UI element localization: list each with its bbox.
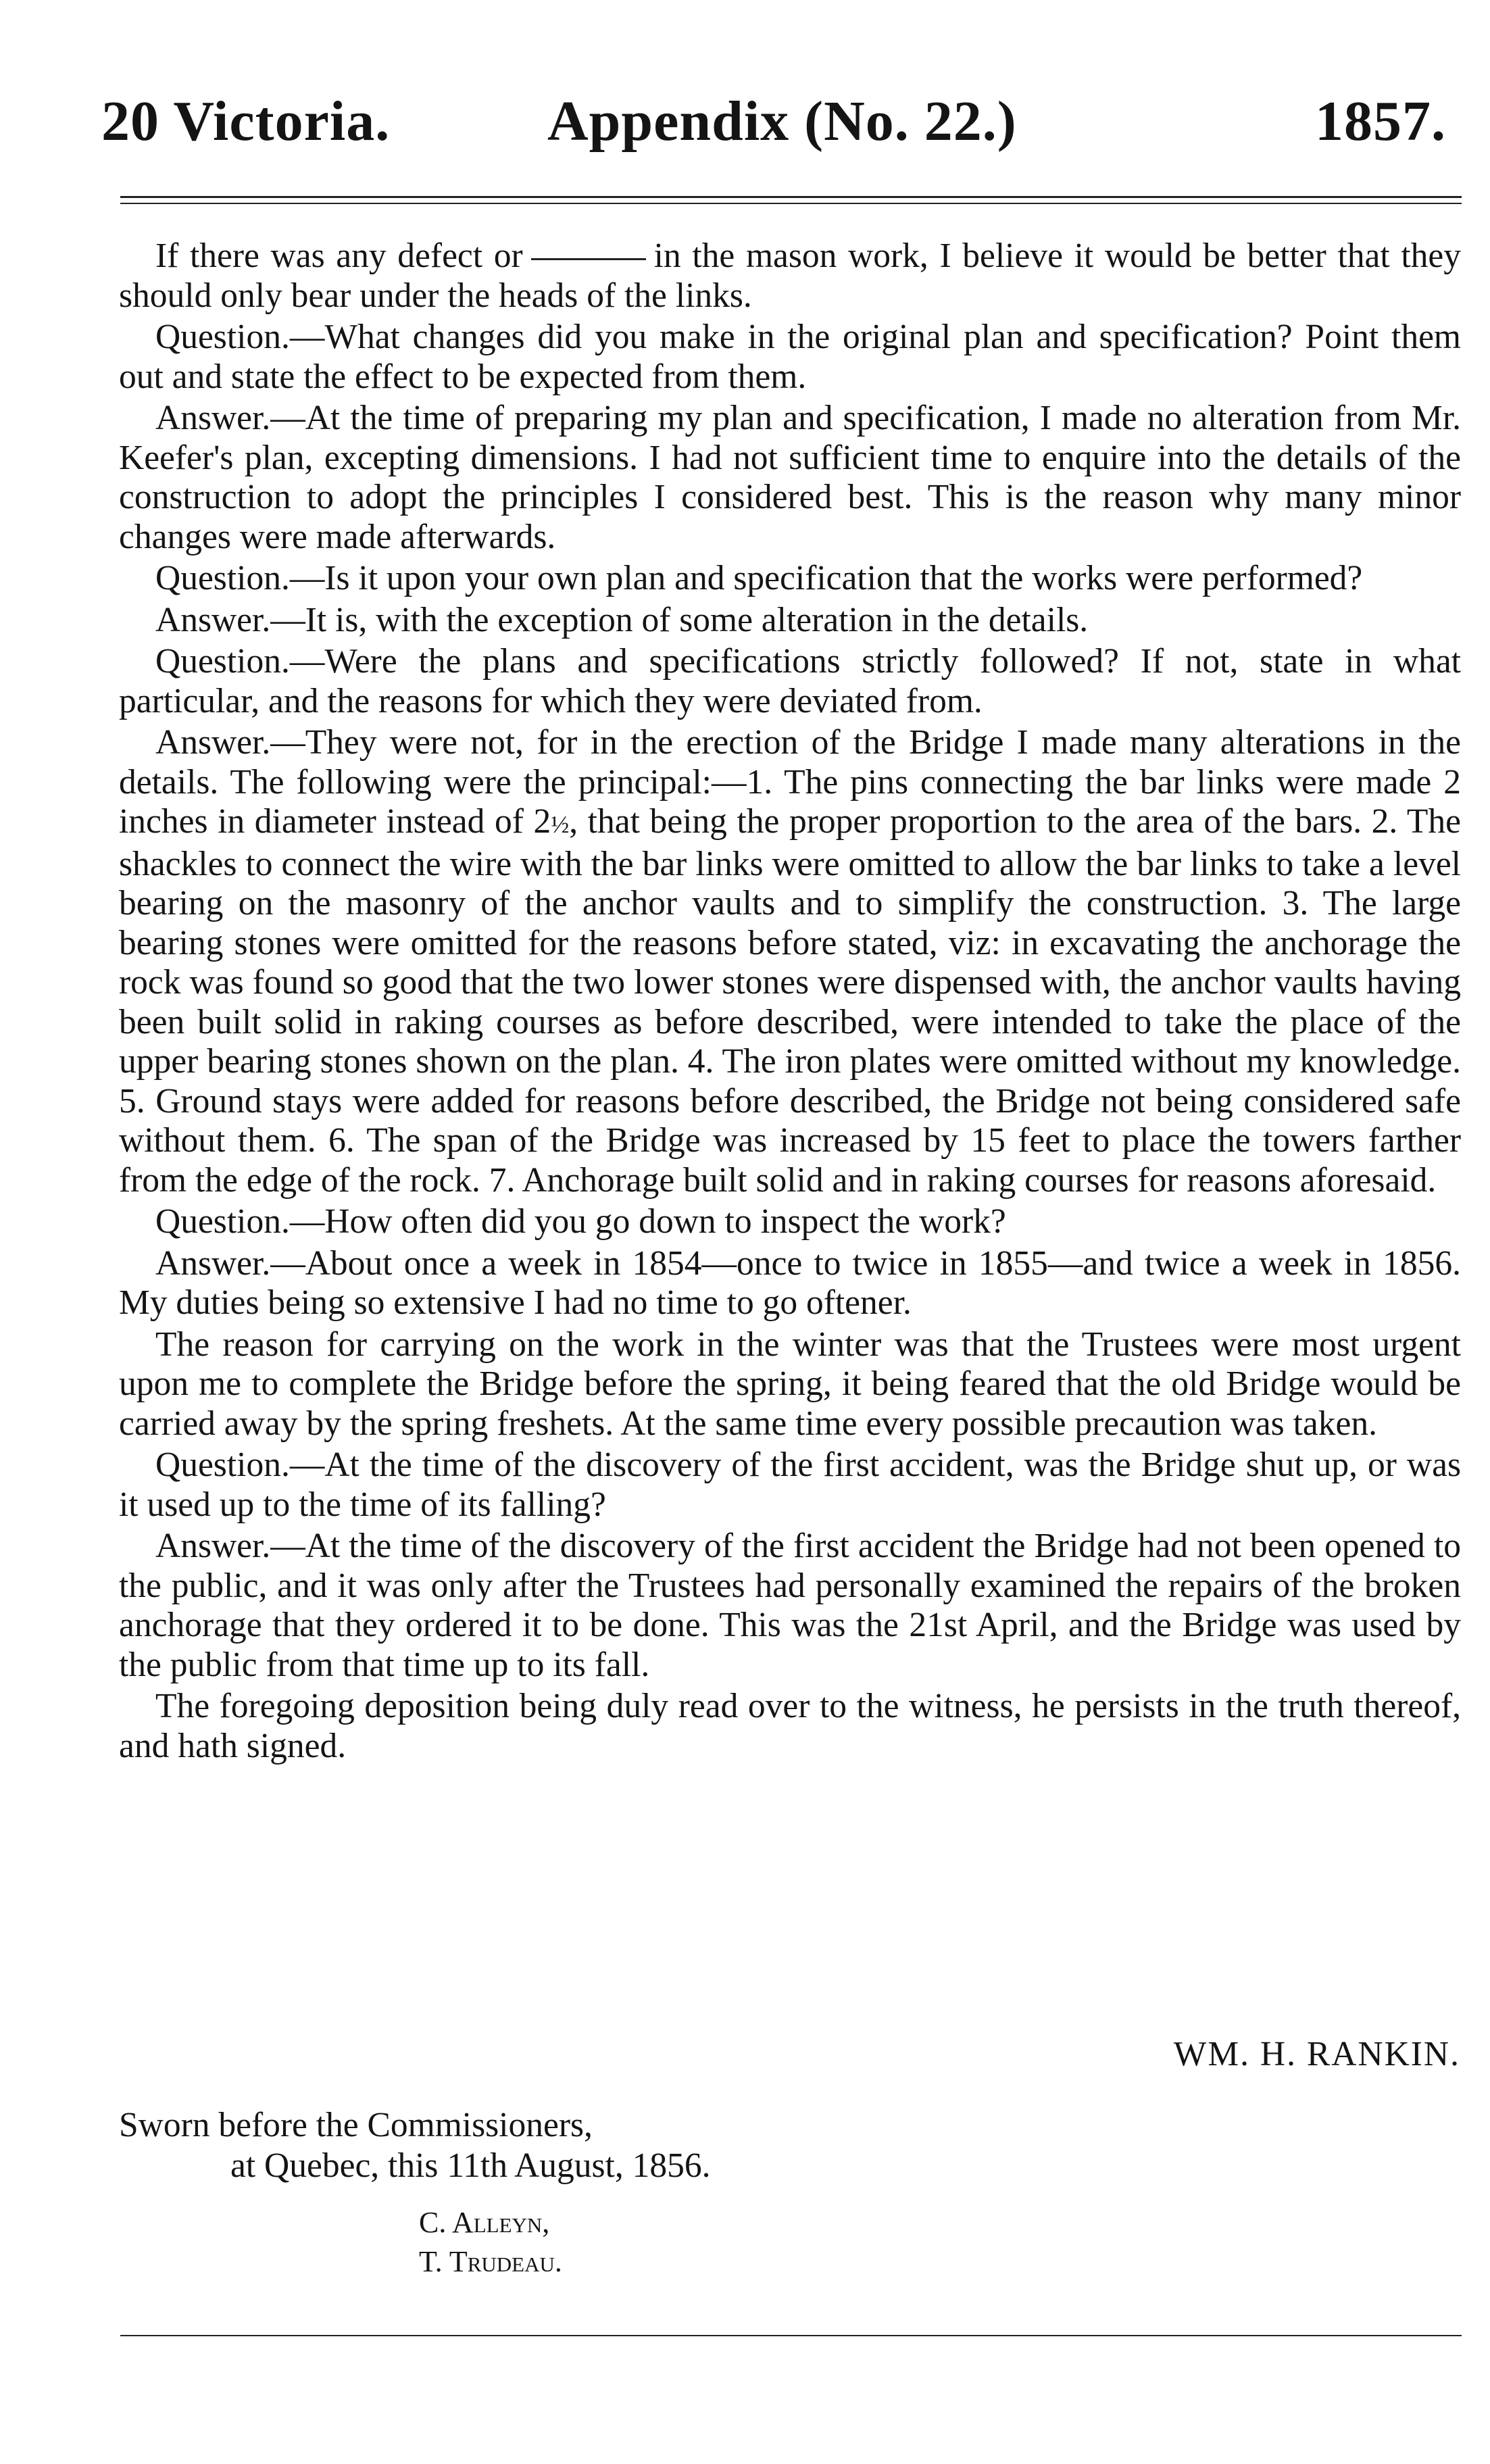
sworn-line-2: at Quebec, this 11th August, 1856. [230,2146,711,2185]
header-appendix: Appendix (No. 22.) [547,90,1017,153]
paragraph-question-accident: Question.—At the time of the discovery of the first accident, was the Bridge shut up, or was it used up to the time of its falling? [119,1446,1461,1524]
paragraph-question-changes: Question.—What changes did you make in the original plan and specification? Point them out and state the effect to be expected from them. [119,318,1461,396]
sworn-block [119,2105,710,2186]
paragraph-text: If there was any defect or [155,237,523,275]
commissioner-name: T. Trudeau. [419,2245,562,2278]
paragraph-answer-followed [119,723,1461,1200]
header-year: 1857. [1315,90,1446,153]
commissioners-block [419,2203,562,2282]
paragraph-text: , that being the proper proportion to the area of the bars. 2. The shackles to connect the wire with the bar links were omitted to allow the bar links to take a level bearing on the masonry of the anchor vaults and to simplify the construction. 3. The large bearing stones were omitted for the reasons before stated, viz: in excavating the anchorage the rock was found so good that the two lower stones were dispensed with, the anchor vaults having been built solid in raking courses as before described, were intended to take the place of the upper bearing stones shown on the plan. 4. The iron plates were omitted without my knowledge. 5. Ground stays were added for reasons before described, the Bridge not being considered safe without them. 6. The span of the Bridge was increased by 15 feet to place the towers farther from the edge of the rock. 7. Anchorage built solid and in raking courses for reasons aforesaid. [119,802,1461,1200]
header-rule-bottom [120,203,1462,204]
paragraph-text: in the mason work, I believe it would be better that they should only bear under the heads of the links. [119,237,1461,315]
paragraph-answer-accident: Answer.—At the time of the discovery of the first accident the Bridge had not been opened to the public, and it was only after the Trustees had personally examined the repairs of the broken anchorage that they ordered it to be done. This was the 21st April, and the Bridge was used by the public from that time up to its fall. [119,1527,1461,1684]
paragraph-answer-own-plan: Answer.—It is, with the exception of some alteration in the details. [155,600,1089,639]
paragraph-question-own-plan: Question.—Is it upon your own plan and specification that the works were performed? [155,559,1363,597]
paragraph-defect [119,237,1461,316]
paragraph-winter-reason: The reason for carrying on the work in the winter was that the Trustees were most urgent upon me to complete the Bridge before the spring, it being feared that the old Bridge would be carried away by the spring freshets. At the same time every possible precaution was taken. [119,1325,1461,1443]
fraction: ½ [551,811,570,838]
footer-rule [120,2335,1462,2336]
paragraph-answer-changes: Answer.—At the time of preparing my plan and specification, I made no alteration from Mr. Keefer's plan, excepting dimensions. I had not sufficient time to enquire into the details of the construction to adopt the principles I considered best. This is the reason why many minor changes were made afterwards. [119,399,1461,556]
witness-signature: WM. H. RANKIN. [1173,2035,1460,2073]
paragraph-text: Answer.—They were not, for in the erection of the Bridge I made many alterations in the details. The following were the principal:—1. The pins connecting the bar links were made 2 inches in diameter instead of 2 [119,723,1461,841]
page-header [101,84,1446,159]
commissioner-name: C. Alleyn, [419,2206,550,2239]
deposition-body [119,237,1461,1768]
blank-dash [531,258,646,260]
paragraph-answer-inspect: Answer.—About once a week in 1854—once to twice in 1855—and twice a week in 1856. My duties being so extensive I had no time to go oftener. [119,1243,1461,1322]
header-rule-top [120,196,1462,198]
header-session: 20 Victoria. [101,90,391,153]
sworn-line-1: Sworn before the Commissioners, [119,2106,593,2144]
paragraph-question-inspect: Question.—How often did you go down to inspect the work? [155,1202,1006,1241]
paragraph-closing: The foregoing deposition being duly read over to the witness, he persists in the truth thereof, and hath signed. [119,1687,1461,1765]
paragraph-question-followed: Question.—Were the plans and specifications strictly followed? If not, state in what particular, and the reasons for which they were deviated from. [119,642,1461,720]
